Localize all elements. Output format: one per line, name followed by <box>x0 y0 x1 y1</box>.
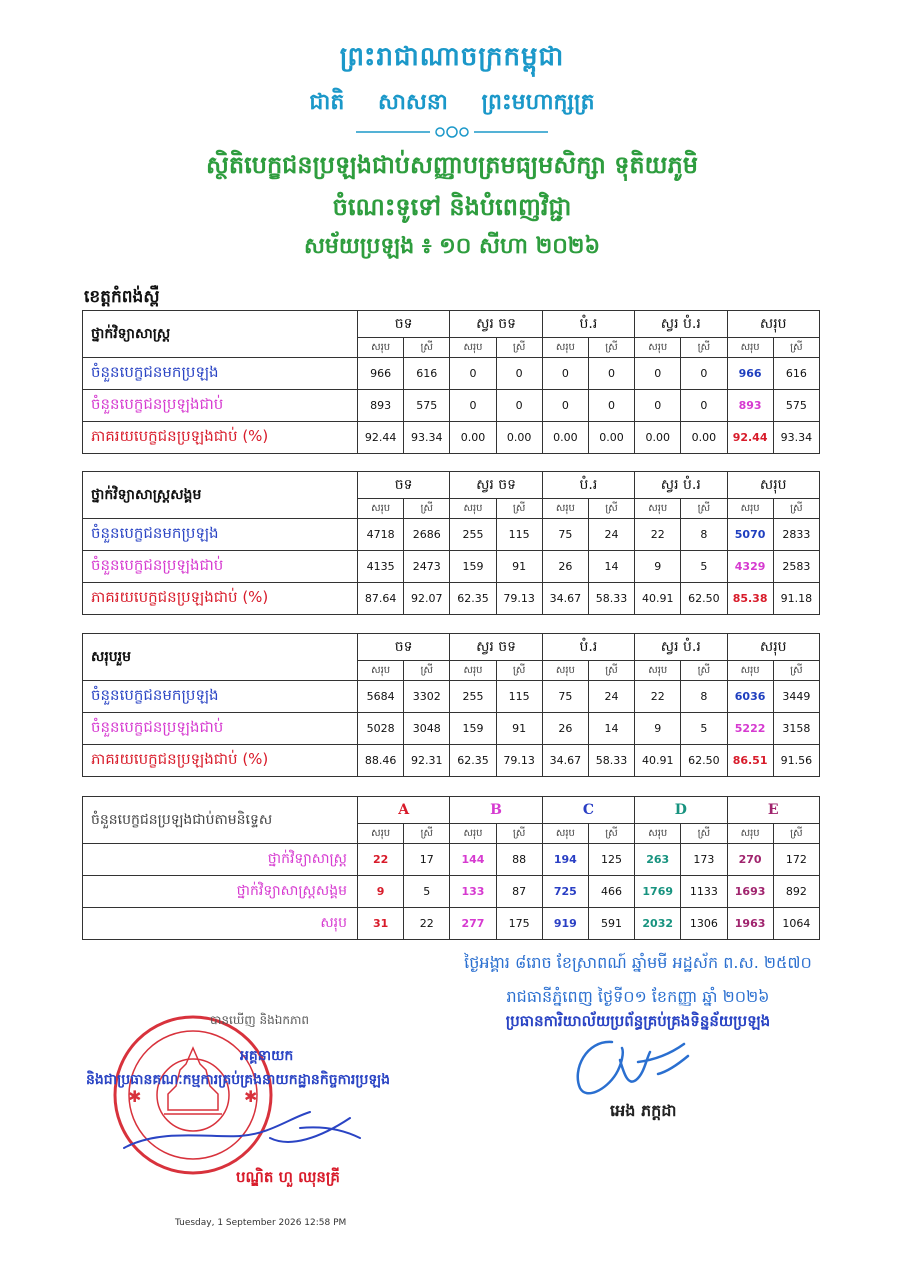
cell: 0.00 <box>635 422 681 454</box>
cell: 0 <box>450 390 496 422</box>
cell: 2032 <box>635 908 681 940</box>
sub-col: ស្រី <box>496 499 542 519</box>
sub-col: សរុប <box>727 338 773 358</box>
exam-session: សម័យប្រឡង ៖ ១០ សីហា ២០២៦ <box>303 234 601 259</box>
cell: 892 <box>773 876 819 908</box>
cell: 0 <box>635 390 681 422</box>
cell: 255 <box>450 681 496 713</box>
cell: 725 <box>542 876 588 908</box>
row-label: ភាគរយបេក្ខជនប្រឡងជាប់ (%) <box>83 422 358 454</box>
col-group: បំ.រ <box>542 311 634 338</box>
cell: 75 <box>542 681 588 713</box>
table-title: សរុបរួម <box>83 634 358 681</box>
cell: 159 <box>450 551 496 583</box>
cell: 0 <box>542 390 588 422</box>
cell: 9 <box>635 551 681 583</box>
cell: 34.67 <box>542 583 588 615</box>
cell: 0.00 <box>588 422 634 454</box>
col-group: ស្វរ បំ.រ <box>635 311 727 338</box>
cell: 2473 <box>404 551 450 583</box>
mention-table <box>82 796 820 940</box>
cell: 3158 <box>773 713 819 745</box>
table-row <box>83 519 820 551</box>
sub-col: សរុប <box>727 499 773 519</box>
cell: 575 <box>404 390 450 422</box>
cell: 31 <box>358 908 404 940</box>
sub-col: សរុប <box>358 661 404 681</box>
cell: 4135 <box>358 551 404 583</box>
cell: 144 <box>450 844 496 876</box>
col-group: ស្វរ ចទ <box>450 472 542 499</box>
col-group: សរុប <box>727 634 820 661</box>
cell: 88.46 <box>358 745 404 777</box>
cell: 0 <box>635 358 681 390</box>
cell: 1133 <box>681 876 727 908</box>
col-group: ចទ <box>358 634 450 661</box>
lunar-date: ថ្ងៃអង្គារ ៨រោច ខែស្រាពណ៍ ឆ្នាំមមី អដ្ឋស័ក ព.ស. ២៥៧០ <box>464 953 812 972</box>
row-label: ចំនួនបេក្ខជនប្រឡងជាប់ <box>83 390 358 422</box>
cell: 40.91 <box>635 745 681 777</box>
col-group: ចទ <box>358 472 450 499</box>
table-row <box>83 876 820 908</box>
sub-col: សរុប <box>450 338 496 358</box>
cell: 575 <box>773 390 819 422</box>
cell: 0.00 <box>496 422 542 454</box>
cell: 75 <box>542 519 588 551</box>
cell: 87.64 <box>358 583 404 615</box>
print-timestamp: Tuesday, 1 September 2026 12:58 PM <box>175 1218 347 1228</box>
cell: 79.13 <box>496 583 542 615</box>
cell: 62.50 <box>681 745 727 777</box>
cell: 133 <box>450 876 496 908</box>
report-subtitle: ចំណេះទូទៅ និងបំពេញវិជ្ជា <box>332 193 572 221</box>
cell: 1963 <box>727 908 773 940</box>
cell: 91.56 <box>773 745 819 777</box>
grade-d-header: D <box>635 797 727 824</box>
ornament-divider <box>0 124 904 140</box>
col-group: ស្វរ ចទ <box>450 311 542 338</box>
table-row <box>83 583 820 615</box>
sub-col: សរុប <box>358 824 404 844</box>
solar-date: រាជធានីភ្នំពេញ ថ្ងៃទី០១ ខែកញ្ញា ឆ្នាំ ២០២៦ <box>506 987 770 1006</box>
sub-col: ស្រី <box>404 661 450 681</box>
cell: 893 <box>358 390 404 422</box>
cell: 92.44 <box>727 422 773 454</box>
cell: 88 <box>496 844 542 876</box>
row-label: ចំនួនបេក្ខជនមកប្រឡង <box>83 358 358 390</box>
stats-table-overall <box>82 633 820 777</box>
cell: 2833 <box>773 519 819 551</box>
row-label: ថ្នាក់វិទ្យាសាស្ត្រ <box>83 844 358 876</box>
sub-col: សរុប <box>727 661 773 681</box>
table-row <box>83 908 820 940</box>
cell: 2583 <box>773 551 819 583</box>
cell: 93.34 <box>404 422 450 454</box>
cell: 0.00 <box>681 422 727 454</box>
cell: 5070 <box>727 519 773 551</box>
svg-text:✱: ✱ <box>128 1087 142 1106</box>
cell: 0 <box>496 390 542 422</box>
kingdom-title: ព្រះរាជាណាចក្រកម្ពុជា <box>339 42 565 72</box>
sub-col: ស្រី <box>404 499 450 519</box>
sub-col: ស្រី <box>588 499 634 519</box>
cell: 79.13 <box>496 745 542 777</box>
cell: 24 <box>588 519 634 551</box>
sub-col: សរុប <box>542 824 588 844</box>
col-group: ស្វរ ចទ <box>450 634 542 661</box>
sub-col: ស្រី <box>773 499 819 519</box>
cell: 893 <box>727 390 773 422</box>
row-label: ភាគរយបេក្ខជនប្រឡងជាប់ (%) <box>83 583 358 615</box>
cell: 5222 <box>727 713 773 745</box>
cell: 9 <box>635 713 681 745</box>
sub-col: សរុប <box>450 499 496 519</box>
sub-col: សរុប <box>450 824 496 844</box>
sub-col: ស្រី <box>773 824 819 844</box>
row-label: ចំនួនបេក្ខជនមកប្រឡង <box>83 519 358 551</box>
cell: 92.07 <box>404 583 450 615</box>
row-label: ចំនួនបេក្ខជនមកប្រឡង <box>83 681 358 713</box>
cell: 1306 <box>681 908 727 940</box>
left-signer-title: អគ្គនាយក <box>240 1048 294 1064</box>
cell: 92.44 <box>358 422 404 454</box>
signer-title: ប្រធានការិយាល័យប្រព័ន្ធគ្រប់គ្រងទិន្នន័យប្រឡង <box>505 1012 771 1030</box>
cell: 5684 <box>358 681 404 713</box>
sub-col: ស្រី <box>496 824 542 844</box>
table-title: ថ្នាក់វិទ្យាសាស្ត្រសង្គម <box>83 472 358 519</box>
cell: 0 <box>588 358 634 390</box>
cell: 91.18 <box>773 583 819 615</box>
cell: 5028 <box>358 713 404 745</box>
cell: 14 <box>588 551 634 583</box>
row-label: ចំនួនបេក្ខជនប្រឡងជាប់ <box>83 713 358 745</box>
sub-col: ស្រី <box>404 824 450 844</box>
table-row <box>83 422 820 454</box>
row-label: សរុប <box>83 908 358 940</box>
sub-col: សរុប <box>542 661 588 681</box>
table-row <box>83 551 820 583</box>
cell: 24 <box>588 681 634 713</box>
cell: 0 <box>681 390 727 422</box>
cell: 91 <box>496 551 542 583</box>
row-label: ថ្នាក់វិទ្យាសាស្ត្រសង្គម <box>83 876 358 908</box>
cell: 0 <box>588 390 634 422</box>
cell: 5 <box>681 551 727 583</box>
cell: 159 <box>450 713 496 745</box>
cell: 0 <box>542 358 588 390</box>
left-signer-name: បណ្ឌិត ហួ ឈុនគ្រី <box>236 1168 340 1186</box>
cell: 62.35 <box>450 583 496 615</box>
cell: 4329 <box>727 551 773 583</box>
sub-col: ស្រី <box>681 824 727 844</box>
cell: 17 <box>404 844 450 876</box>
sub-col: ស្រី <box>404 338 450 358</box>
col-group: ចទ <box>358 311 450 338</box>
cell: 4718 <box>358 519 404 551</box>
table-row <box>83 713 820 745</box>
col-group: បំ.រ <box>542 634 634 661</box>
national-motto: ជាតិ សាសនា ព្រះមហាក្សត្រ <box>309 90 595 115</box>
cell: 194 <box>542 844 588 876</box>
sub-col: ស្រី <box>588 824 634 844</box>
table-row <box>83 681 820 713</box>
cell: 616 <box>773 358 819 390</box>
cell: 616 <box>404 358 450 390</box>
report-title: ស្ថិតិបេក្ខជនប្រឡងជាប់សញ្ញាបត្រមធ្យមសិក្សា ទុតិយភូមិ <box>206 151 698 179</box>
cell: 125 <box>588 844 634 876</box>
svg-text:✱: ✱ <box>244 1087 258 1106</box>
cell: 173 <box>681 844 727 876</box>
sub-col: ស្រី <box>681 499 727 519</box>
signature-right <box>566 1030 696 1105</box>
approval-note: បានឃើញ និងឯកភាព <box>210 1013 310 1027</box>
cell: 9 <box>358 876 404 908</box>
sub-col: សរុប <box>542 499 588 519</box>
sub-col: សរុប <box>635 824 681 844</box>
cell: 5 <box>404 876 450 908</box>
sub-col: សរុប <box>358 338 404 358</box>
cell: 0 <box>681 358 727 390</box>
cell: 91 <box>496 713 542 745</box>
stats-table-science <box>82 310 820 454</box>
cell: 6036 <box>727 681 773 713</box>
mention-table-title: ចំនួនបេក្ខជនប្រឡងជាប់តាមនិទ្ទេស <box>83 797 358 844</box>
table-title: ថ្នាក់វិទ្យាសាស្ត្រ <box>83 311 358 358</box>
stats-table-social-science <box>82 471 820 615</box>
cell: 58.33 <box>588 583 634 615</box>
signer-name: អេង ភក្តដា <box>610 1101 677 1120</box>
cell: 0 <box>496 358 542 390</box>
cell: 966 <box>727 358 773 390</box>
cell: 591 <box>588 908 634 940</box>
sub-col: សរុប <box>450 661 496 681</box>
cell: 87 <box>496 876 542 908</box>
sub-col: ស្រី <box>773 661 819 681</box>
cell: 40.91 <box>635 583 681 615</box>
cell: 255 <box>450 519 496 551</box>
grade-a-header: A <box>358 797 450 824</box>
cell: 22 <box>635 519 681 551</box>
cell: 14 <box>588 713 634 745</box>
table-row <box>83 358 820 390</box>
cell: 62.50 <box>681 583 727 615</box>
cell: 172 <box>773 844 819 876</box>
cell: 1693 <box>727 876 773 908</box>
cell: 26 <box>542 551 588 583</box>
cell: 0.00 <box>450 422 496 454</box>
sub-col: ស្រី <box>681 661 727 681</box>
province-name: ខេត្តកំពង់ស្ពឺ <box>84 287 160 307</box>
grade-b-header: B <box>450 797 542 824</box>
cell: 62.35 <box>450 745 496 777</box>
cell: 26 <box>542 713 588 745</box>
sub-col: ស្រី <box>588 338 634 358</box>
cell: 270 <box>727 844 773 876</box>
cell: 263 <box>635 844 681 876</box>
sub-col: សរុប <box>727 824 773 844</box>
cell: 22 <box>635 681 681 713</box>
row-label: ចំនួនបេក្ខជនប្រឡងជាប់ <box>83 551 358 583</box>
cell: 2686 <box>404 519 450 551</box>
table-row <box>83 745 820 777</box>
sub-col: សរុប <box>358 499 404 519</box>
sub-col: ស្រី <box>496 338 542 358</box>
cell: 0 <box>450 358 496 390</box>
cell: 115 <box>496 519 542 551</box>
col-group: ស្វរ បំ.រ <box>635 634 727 661</box>
cell: 3302 <box>404 681 450 713</box>
sub-col: សរុប <box>635 661 681 681</box>
cell: 1769 <box>635 876 681 908</box>
cell: 85.38 <box>727 583 773 615</box>
cell: 175 <box>496 908 542 940</box>
sub-col: សរុប <box>635 338 681 358</box>
signature-left <box>120 1098 370 1168</box>
sub-col: ស្រី <box>588 661 634 681</box>
cell: 277 <box>450 908 496 940</box>
table-row <box>83 844 820 876</box>
cell: 966 <box>358 358 404 390</box>
col-group: សរុប <box>727 311 820 338</box>
col-group: សរុប <box>727 472 820 499</box>
cell: 115 <box>496 681 542 713</box>
table-row <box>83 390 820 422</box>
cell: 22 <box>358 844 404 876</box>
sub-col: សរុប <box>542 338 588 358</box>
left-signer-position: និងជាប្រធានគណៈកម្មការគ្រប់គ្រងនាយកដ្ឋានកិច្ចការប្រឡង <box>86 1072 390 1088</box>
cell: 58.33 <box>588 745 634 777</box>
sub-col: ស្រី <box>773 338 819 358</box>
cell: 5 <box>681 713 727 745</box>
sub-col: ស្រី <box>496 661 542 681</box>
cell: 3449 <box>773 681 819 713</box>
cell: 8 <box>681 519 727 551</box>
cell: 34.67 <box>542 745 588 777</box>
cell: 8 <box>681 681 727 713</box>
cell: 22 <box>404 908 450 940</box>
col-group: បំ.រ <box>542 472 634 499</box>
row-label: ភាគរយបេក្ខជនប្រឡងជាប់ (%) <box>83 745 358 777</box>
cell: 0.00 <box>542 422 588 454</box>
col-group: ស្វរ បំ.រ <box>635 472 727 499</box>
cell: 466 <box>588 876 634 908</box>
cell: 1064 <box>773 908 819 940</box>
cell: 3048 <box>404 713 450 745</box>
cell: 92.31 <box>404 745 450 777</box>
cell: 919 <box>542 908 588 940</box>
cell: 86.51 <box>727 745 773 777</box>
grade-e-header: E <box>727 797 820 824</box>
grade-c-header: C <box>542 797 634 824</box>
sub-col: សរុប <box>635 499 681 519</box>
sub-col: ស្រី <box>681 338 727 358</box>
cell: 93.34 <box>773 422 819 454</box>
